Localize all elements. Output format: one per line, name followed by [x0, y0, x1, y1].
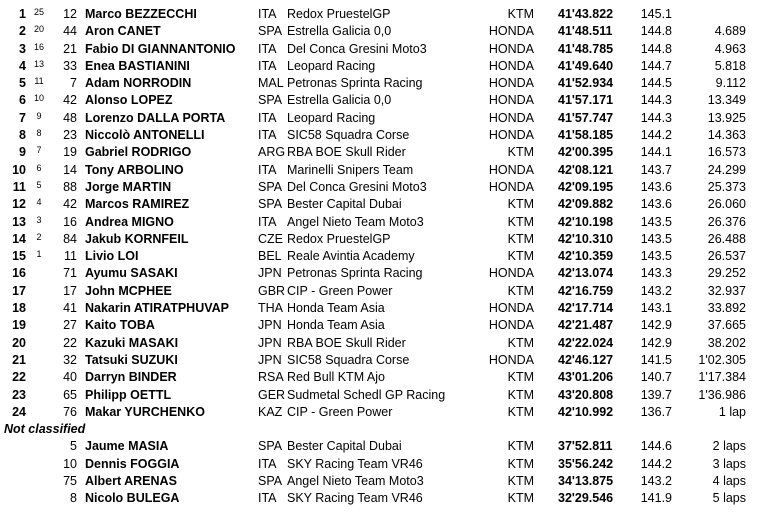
avg-speed: 143.2 [640, 474, 672, 489]
avg-speed: 143.2 [640, 283, 672, 298]
avg-speed: 136.7 [640, 404, 672, 419]
gap: 26.537 [707, 249, 746, 264]
nation: BEL [258, 249, 282, 264]
nation: JPN [258, 318, 282, 333]
rider-number: 21 [63, 41, 77, 56]
team-name: Redox PruestelGP [287, 7, 391, 21]
race-time: 41'57.747 [558, 110, 614, 125]
nation: CZE [258, 231, 283, 246]
team-name: CIP - Green Power [287, 404, 393, 419]
race-time: 42'00.395 [558, 145, 614, 160]
result-row [0, 248, 777, 265]
race-time: 42'10.310 [558, 231, 614, 246]
motorcycle: HONDA [488, 41, 534, 56]
result-row [0, 335, 777, 352]
rider-number: 71 [63, 266, 77, 281]
nation: ITA [258, 162, 277, 177]
avg-speed: 142.9 [640, 335, 672, 350]
rider-number: 84 [63, 231, 77, 246]
gap: 2 laps [712, 439, 746, 454]
rider-number: 5 [70, 439, 77, 454]
rider-name: Fabio DI GIANNANTONIO [85, 41, 236, 56]
avg-speed: 144.1 [640, 145, 672, 160]
gap: 25.373 [707, 179, 746, 194]
race-time: 42'10.992 [558, 404, 614, 419]
avg-speed: 144.3 [640, 93, 672, 108]
motorcycle: KTM [507, 214, 534, 229]
gap: 1'36.986 [698, 387, 746, 402]
motorcycle: KTM [507, 370, 534, 385]
race-time: 41'48.785 [558, 41, 614, 56]
position: 7 [19, 110, 26, 125]
gap: 24.299 [707, 162, 746, 177]
result-row [0, 144, 777, 161]
nation: SPA [258, 474, 283, 489]
gap: 5 laps [712, 491, 746, 506]
rider-name: Ayumu SASAKI [85, 266, 178, 281]
rider-name: Lorenzo DALLA PORTA [85, 110, 226, 125]
rider-number: 42 [63, 93, 77, 108]
race-time: 41'49.640 [558, 58, 614, 73]
position: 22 [12, 370, 26, 385]
rider-name: Aron CANET [85, 24, 161, 39]
rider-number: 76 [63, 404, 77, 419]
grid-position: 11 [34, 76, 44, 87]
result-row [0, 162, 777, 179]
team-name: Leopard Racing [287, 58, 376, 73]
race-time: 42'46.127 [558, 352, 614, 367]
result-row [0, 127, 777, 144]
result-row [0, 196, 777, 213]
nation: ITA [258, 58, 277, 73]
motorcycle: HONDA [488, 179, 534, 194]
nation: MAL [258, 76, 284, 91]
avg-speed: 143.6 [640, 179, 672, 194]
grid-position: 9 [36, 110, 42, 121]
gap: 9.112 [715, 76, 746, 91]
race-time: 42'17.714 [558, 301, 614, 316]
nation: SPA [258, 197, 283, 212]
gap: 16.573 [707, 145, 746, 160]
nation: ITA [258, 110, 277, 125]
race-time: 42'09.195 [558, 179, 614, 194]
grid-position: 8 [36, 128, 42, 139]
gap: 4.963 [714, 41, 746, 56]
race-time: 41'48.511 [558, 24, 613, 39]
not-classified-list [0, 438, 777, 507]
result-row [0, 58, 777, 75]
rider-number: 88 [63, 179, 77, 194]
result-row [0, 110, 777, 127]
result-row [0, 387, 777, 404]
race-time: 42'08.121 [558, 162, 614, 177]
motorcycle: KTM [507, 387, 534, 402]
motorcycle: HONDA [488, 93, 534, 108]
avg-speed: 144.6 [640, 439, 672, 454]
gap: 13.349 [707, 93, 746, 108]
team-name: Estrella Galicia 0,0 [287, 24, 392, 39]
result-row [0, 404, 777, 421]
motorcycle: HONDA [488, 318, 534, 333]
nation: ITA [258, 456, 277, 471]
rider-number: 42 [63, 197, 77, 212]
race-time: 43'01.206 [558, 370, 614, 385]
gap: 37.665 [707, 318, 746, 333]
position: 13 [12, 214, 26, 229]
race-time: 42'21.487 [558, 318, 614, 333]
nation: RSA [258, 370, 284, 385]
position: 9 [19, 145, 26, 160]
position: 24 [12, 404, 26, 419]
gap: 1'02.305 [698, 352, 746, 367]
team-name: Redox PruestelGP [287, 231, 391, 246]
gap: 32.937 [707, 283, 746, 298]
team-name: SIC58 Squadra Corse [287, 352, 410, 367]
team-name: Angel Nieto Team Moto3 [287, 474, 424, 489]
result-row [0, 438, 777, 455]
avg-speed: 141.5 [640, 352, 672, 367]
motorcycle: KTM [507, 456, 534, 471]
motorcycle: KTM [507, 474, 534, 489]
nation: JPN [258, 266, 282, 281]
avg-speed: 143.6 [640, 197, 672, 212]
result-row [0, 473, 777, 490]
result-row [0, 214, 777, 231]
team-name: Del Conca Gresini Moto3 [287, 41, 427, 56]
avg-speed: 144.5 [640, 76, 672, 91]
rider-number: 11 [64, 249, 77, 264]
rider-number: 10 [63, 456, 77, 471]
motorcycle: HONDA [488, 58, 534, 73]
race-time: 41'52.934 [558, 76, 614, 91]
motorcycle: HONDA [488, 162, 534, 177]
result-row [0, 231, 777, 248]
team-name: Sudmetal Schedl GP Racing [287, 387, 446, 402]
race-time: 42'10.198 [558, 214, 614, 229]
result-row [0, 75, 777, 92]
rider-name: Jaume MASIA [85, 439, 169, 454]
team-name: Bester Capital Dubai [287, 439, 402, 454]
rider-number: 19 [63, 145, 77, 160]
rider-name: Marcos RAMIREZ [85, 197, 190, 212]
rider-number: 8 [70, 491, 77, 506]
nation: ITA [258, 41, 277, 56]
position: 11 [12, 179, 26, 194]
gap: 29.252 [707, 266, 746, 281]
avg-speed: 144.3 [640, 110, 672, 125]
rider-name: Nakarin ATIRATPHUVAP [85, 301, 230, 316]
motorcycle: HONDA [488, 24, 534, 39]
avg-speed: 143.3 [640, 266, 672, 281]
rider-name: John MCPHEE [85, 283, 172, 298]
position: 8 [19, 128, 26, 143]
result-row [0, 6, 777, 23]
nation: JPN [258, 352, 282, 367]
grid-position: 25 [33, 7, 44, 17]
rider-name: Darryn BINDER [85, 370, 177, 385]
rider-name: Gabriel RODRIGO [85, 145, 192, 160]
gap: 4.689 [714, 24, 746, 39]
position: 5 [19, 76, 26, 91]
position: 12 [12, 197, 26, 212]
rider-name: Dennis FOGGIA [85, 456, 180, 471]
motorcycle: HONDA [488, 128, 534, 143]
result-row [0, 352, 777, 369]
result-row [0, 41, 777, 58]
nation: JPN [258, 335, 282, 350]
gap: 4 laps [712, 474, 746, 489]
nation: ITA [258, 214, 277, 229]
team-name: RBA BOE Skull Rider [287, 145, 406, 160]
team-name: SKY Racing Team VR46 [287, 456, 423, 471]
motorcycle: KTM [507, 249, 534, 264]
team-name: Angel Nieto Team Moto3 [287, 214, 424, 229]
position: 18 [12, 301, 26, 316]
gap: 26.488 [707, 231, 746, 246]
position: 15 [12, 249, 26, 264]
rider-name: Makar YURCHENKO [85, 404, 205, 419]
motorcycle: KTM [507, 7, 534, 21]
motorcycle: KTM [507, 197, 534, 212]
gap: 1 lap [718, 404, 746, 419]
gap: 5.818 [714, 58, 746, 73]
team-name: Petronas Sprinta Racing [287, 76, 423, 91]
rider-number: 12 [63, 7, 77, 21]
race-time: 41'43.822 [558, 7, 614, 21]
team-name: RBA BOE Skull Rider [287, 335, 406, 350]
avg-speed: 141.9 [640, 491, 672, 506]
position: 20 [12, 335, 26, 350]
gap: 33.892 [707, 301, 746, 316]
gap: 26.060 [707, 197, 746, 212]
rider-name: Alonso LOPEZ [85, 93, 173, 108]
nation: THA [258, 301, 283, 316]
race-time: 37'52.811 [558, 439, 613, 454]
result-row [0, 179, 777, 196]
rider-number: 65 [63, 387, 77, 402]
classified-list [0, 6, 777, 421]
motorcycle: KTM [507, 283, 534, 298]
nation: ARG [258, 145, 286, 160]
result-row [0, 317, 777, 334]
nation: SPA [258, 439, 283, 454]
position: 17 [12, 283, 26, 298]
motorcycle: KTM [507, 404, 534, 419]
team-name: Reale Avintia Academy [287, 249, 415, 264]
race-time: 41'57.171 [558, 93, 614, 108]
result-row [0, 456, 777, 473]
gap: 38.202 [707, 335, 746, 350]
motorcycle: HONDA [488, 110, 534, 125]
position: 21 [12, 352, 26, 367]
position: 23 [12, 387, 26, 402]
race-time: 34'13.875 [558, 474, 614, 489]
grid-position: 6 [36, 162, 42, 173]
result-row [0, 283, 777, 300]
avg-speed: 144.8 [640, 24, 672, 39]
rider-number: 48 [63, 110, 77, 125]
avg-speed: 142.9 [640, 318, 672, 333]
avg-speed: 144.8 [640, 41, 672, 56]
rider-number: 17 [63, 283, 77, 298]
gap: 1'17.384 [698, 370, 746, 385]
race-time: 42'10.359 [558, 249, 614, 264]
grid-position: 13 [33, 58, 44, 69]
rider-number: 40 [63, 370, 77, 385]
grid-position: 7 [36, 145, 42, 156]
motorcycle: HONDA [488, 301, 534, 316]
nation: GER [258, 387, 286, 402]
position: 2 [19, 24, 26, 39]
team-name: Estrella Galicia 0,0 [287, 93, 392, 108]
rider-name: Andrea MIGNO [85, 214, 174, 229]
avg-speed: 140.7 [640, 370, 672, 385]
position: 19 [12, 318, 26, 333]
gap: 26.376 [707, 214, 746, 229]
result-row [0, 369, 777, 386]
not-classified-heading: Not classified [4, 422, 86, 437]
result-row [0, 23, 777, 40]
result-row [0, 265, 777, 282]
race-time: 42'09.882 [558, 197, 614, 212]
race-time: 41'58.185 [558, 128, 614, 143]
grid-position: 2 [36, 231, 42, 242]
nation: ITA [258, 7, 277, 21]
team-name: Honda Team Asia [287, 318, 385, 333]
motorcycle: HONDA [488, 352, 534, 367]
nation: ITA [258, 128, 277, 143]
result-row [0, 300, 777, 317]
rider-number: 75 [63, 474, 77, 489]
rider-name: Niccolò ANTONELLI [85, 128, 205, 143]
grid-position: 20 [33, 24, 44, 35]
rider-name: Albert ARENAS [85, 474, 177, 489]
nation: SPA [258, 179, 283, 194]
avg-speed: 144.7 [640, 58, 672, 73]
race-time: 35'56.242 [558, 456, 614, 471]
rider-name: Adam NORRODIN [85, 76, 192, 91]
nation: ITA [258, 491, 277, 506]
rider-number: 33 [63, 58, 77, 73]
rider-name: Marco BEZZECCHI [85, 7, 197, 21]
motorcycle: KTM [507, 439, 534, 454]
position: 6 [19, 93, 26, 108]
avg-speed: 143.5 [640, 231, 672, 246]
rider-number: 32 [63, 352, 77, 367]
motorcycle: HONDA [488, 266, 534, 281]
rider-number: 7 [70, 76, 77, 91]
motorcycle: HONDA [488, 76, 534, 91]
rider-name: Kaito TOBA [85, 318, 155, 333]
race-time: 42'16.759 [558, 283, 614, 298]
rider-number: 23 [63, 128, 77, 143]
rider-name: Philipp OETTL [85, 387, 172, 402]
team-name: SIC58 Squadra Corse [287, 128, 410, 143]
avg-speed: 143.7 [640, 162, 672, 177]
result-row [0, 490, 777, 507]
race-time: 42'13.074 [558, 266, 614, 281]
grid-position: 5 [36, 179, 42, 190]
rider-name: Kazuki MASAKI [85, 335, 179, 350]
team-name: Honda Team Asia [287, 301, 385, 316]
avg-speed: 139.7 [640, 387, 672, 402]
grid-position: 4 [36, 197, 42, 208]
rider-number: 27 [63, 318, 77, 333]
avg-speed: 144.2 [640, 128, 672, 143]
team-name: Del Conca Gresini Moto3 [287, 179, 427, 194]
position: 10 [12, 162, 26, 177]
team-name: CIP - Green Power [287, 283, 393, 298]
grid-position: 3 [36, 214, 42, 225]
rider-number: 14 [63, 162, 77, 177]
rider-name: Jorge MARTIN [85, 179, 172, 194]
rider-name: Livio LOI [85, 249, 139, 264]
grid-position: 16 [33, 41, 44, 52]
race-time: 32'29.546 [558, 491, 614, 506]
gap: 14.363 [707, 128, 746, 143]
rider-name: Tony ARBOLINO [85, 162, 184, 177]
rider-number: 22 [63, 335, 77, 350]
grid-position: 10 [33, 93, 44, 104]
rider-number: 41 [63, 301, 77, 316]
race-time: 43'20.808 [558, 387, 614, 402]
avg-speed: 143.1 [640, 301, 672, 316]
nation: KAZ [258, 404, 283, 419]
rider-name: Enea BASTIANINI [85, 58, 190, 73]
team-name: Bester Capital Dubai [287, 197, 402, 212]
avg-speed: 143.5 [640, 214, 672, 229]
nation: SPA [258, 24, 283, 39]
motorcycle: KTM [507, 335, 534, 350]
avg-speed: 145.1 [640, 7, 672, 21]
team-name: SKY Racing Team VR46 [287, 491, 423, 506]
result-row [0, 92, 777, 109]
rider-number: 44 [63, 24, 77, 39]
race-results-table [0, 6, 777, 508]
position: 14 [12, 231, 26, 246]
avg-speed: 144.2 [640, 456, 672, 471]
team-name: Marinelli Snipers Team [287, 162, 414, 177]
rider-name: Tatsuki SUZUKI [85, 352, 178, 367]
team-name: Petronas Sprinta Racing [287, 266, 423, 281]
avg-speed: 143.5 [640, 249, 672, 264]
team-name: Leopard Racing [287, 110, 376, 125]
motorcycle: KTM [507, 491, 534, 506]
nation: GBR [258, 283, 286, 298]
gap: 13.925 [707, 110, 746, 125]
rider-number: 16 [63, 214, 77, 229]
motorcycle: KTM [507, 145, 534, 160]
position: 4 [19, 58, 26, 73]
race-time: 42'22.024 [558, 335, 614, 350]
nation: SPA [258, 93, 283, 108]
grid-position: 1 [36, 249, 42, 260]
position: 16 [12, 266, 26, 281]
position: 1 [19, 7, 26, 21]
rider-name: Nicolo BULEGA [85, 491, 180, 506]
position: 3 [19, 41, 26, 56]
rider-name: Jakub KORNFEIL [85, 231, 189, 246]
team-name: Red Bull KTM Ajo [287, 370, 385, 385]
gap: 3 laps [712, 456, 746, 471]
motorcycle: KTM [507, 231, 534, 246]
